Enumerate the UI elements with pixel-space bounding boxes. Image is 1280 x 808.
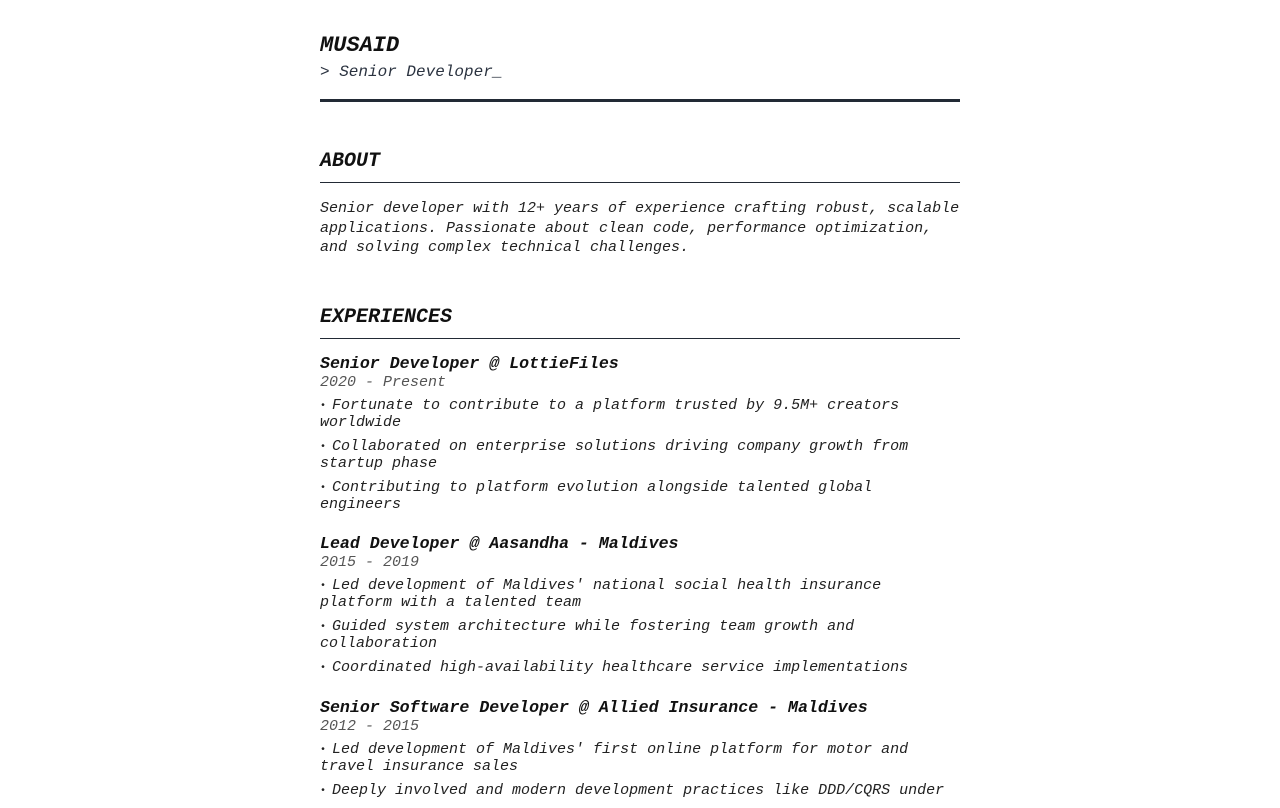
name-heading: MUSAID — [320, 33, 400, 58]
job-bullet — [320, 783, 960, 800]
job-title: Senior Developer @ LottieFiles — [320, 354, 619, 373]
role-subtitle: > Senior Developer_ — [320, 63, 503, 81]
job-bullet — [320, 742, 920, 775]
bullet-text: Guided system architecture while fostering team growth and collaboration — [320, 618, 855, 652]
job-dates: 2015 - 2019 — [320, 554, 420, 571]
bullet-icon: • — [320, 663, 327, 674]
job-entry — [320, 698, 960, 808]
about-heading: ABOUT — [320, 150, 381, 173]
job-entry — [320, 354, 960, 521]
bullet-icon: • — [320, 442, 327, 453]
job-title: Senior Software Developer @ Allied Insurance - Maldives — [320, 698, 868, 717]
job-entry — [320, 534, 960, 685]
about-text: Senior developer with 12+ years of experience crafting robust, scalable applications. Passionate about clean code, performance optimization, and solving complex technical challenges. — [320, 200, 960, 256]
job-title: Lead Developer @ Aasandha - Maldives — [320, 534, 679, 553]
job-bullet — [320, 660, 920, 677]
job-bullet — [320, 619, 920, 652]
bullet-text: Led development of Maldives' national social health insurance platform with a talented team — [320, 577, 882, 611]
header-divider — [320, 99, 960, 102]
bullet-icon: • — [320, 581, 327, 592]
experiences-divider — [320, 338, 960, 339]
bullet-text: Coordinated high-availability healthcare service implementations — [332, 659, 909, 676]
job-dates: 2020 - Present — [320, 374, 447, 391]
bullet-icon: • — [320, 483, 327, 494]
job-dates: 2012 - 2015 — [320, 718, 420, 735]
job-bullet — [320, 398, 920, 431]
about-divider — [320, 182, 960, 183]
bullet-icon: • — [320, 622, 327, 633]
bullet-text: Collaborated on enterprise solutions driving company growth from startup phase — [320, 438, 909, 472]
experiences-heading: EXPERIENCES — [320, 306, 453, 329]
job-bullet — [320, 480, 920, 513]
bullet-text: Led development of Maldives' first online platform for motor and travel insurance sales — [320, 741, 909, 775]
job-bullet — [320, 439, 920, 472]
bullet-text: Deeply involved and modern development practices like DDD/CQRS under — [332, 782, 945, 799]
bullet-icon: • — [320, 745, 327, 756]
job-bullet — [320, 578, 920, 611]
bullet-text: Fortunate to contribute to a platform trusted by 9.5M+ creators worldwide — [320, 397, 900, 431]
bullet-icon: • — [320, 401, 327, 412]
bullet-text: Contributing to platform evolution alongside talented global engineers — [320, 479, 873, 513]
bullet-icon: • — [320, 786, 327, 797]
